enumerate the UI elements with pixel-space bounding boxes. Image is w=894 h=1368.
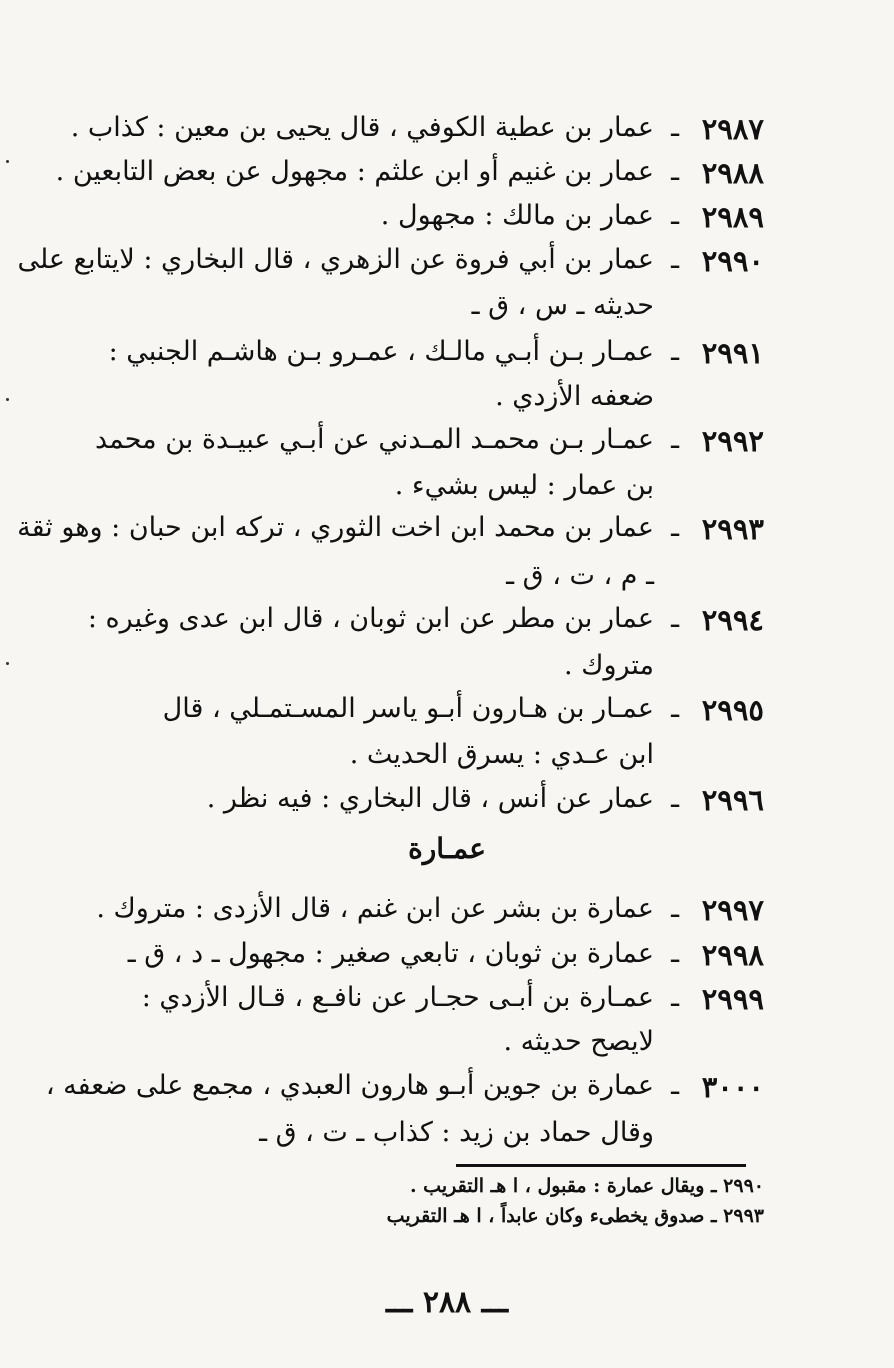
entry-text: عمار بن غنيم أو ابن علثم : مجهول عن بعض التابعين . xyxy=(55,156,654,187)
entry-dash: ـ xyxy=(671,512,679,543)
entry-text: عمار بن مطر عن ابن ثوبان ، قال ابن عدى وغيره : xyxy=(87,603,654,634)
entry-dash: ـ xyxy=(671,982,679,1013)
entry-number: ٢٩٨٧ xyxy=(701,112,764,146)
scan-speck xyxy=(6,160,9,163)
entry-dash: ـ xyxy=(671,938,679,969)
entry-dash: ـ xyxy=(671,603,679,634)
entry-text: متروك . xyxy=(564,650,654,681)
entry-text: عمـار بن هـارون أبـو ياسر المسـتمـلي ، قال xyxy=(162,693,654,724)
entry-number: ٢٩٩٨ xyxy=(701,938,764,972)
entry-text: ـ م ، ت ، ق ـ xyxy=(506,560,654,591)
entry-dash: ـ xyxy=(671,112,679,143)
entry-dash: ـ xyxy=(671,200,679,231)
entry-text: عمارة بن بشر عن ابن غنم ، قال الأزدى : متروك . xyxy=(96,893,654,924)
entry-text: لايصح حديثه . xyxy=(503,1026,654,1057)
footnote: ٢٩٩٠ ـ ويقال عمارة : مقبول ، ا هـ التقريب . xyxy=(409,1175,764,1197)
entry-text: عمـار بـن محمـد المـدني عن أبـي عبيـدة بن محمد xyxy=(94,424,654,455)
entry-text: حديثه ـ س ، ق ـ xyxy=(471,290,654,321)
footnote-rule xyxy=(456,1164,746,1167)
section-title: عمـارة xyxy=(408,832,486,865)
entry-dash: ـ xyxy=(671,424,679,455)
entry-text: عمـارة بن أبـى حجـار عن نافـع ، قـال الأزدي : xyxy=(141,982,654,1013)
entry-text: عمار بن محمد ابن اخت الثوري ، تركه ابن حبان : وهو ثقة xyxy=(17,512,654,543)
entry-number: ٢٩٩١ xyxy=(701,336,764,370)
entry-text: عمار بن عطية الكوفي ، قال يحيى بن معين : كذاب . xyxy=(70,112,654,143)
entry-number: ٢٩٩٤ xyxy=(701,603,764,637)
scan-speck xyxy=(6,662,9,665)
entry-dash: ـ xyxy=(671,1070,679,1101)
entry-text: عمارة بن ثوبان ، تابعي صغير : مجهول ـ د ، ق ـ xyxy=(127,938,654,969)
entry-text: عمار بن مالك : مجهول . xyxy=(380,200,654,231)
entry-number: ٢٩٨٩ xyxy=(701,200,764,234)
entry-text: عمارة بن جوين أبـو هارون العبدي ، مجمع على ضعفه ، xyxy=(45,1070,654,1101)
entry-text: بن عمار : ليس بشيء . xyxy=(394,470,654,501)
page-number: ـــ ٢٨٨ ـــ xyxy=(386,1285,508,1320)
entry-dash: ـ xyxy=(671,693,679,724)
entry-text: عمار بن أبي فروة عن الزهري ، قال البخاري : لايتابع على xyxy=(17,244,654,275)
entry-number: ٢٩٨٨ xyxy=(701,156,764,190)
scan-speck xyxy=(6,398,9,401)
entry-number: ٢٩٩٢ xyxy=(701,424,764,458)
entry-number: ٢٩٩٥ xyxy=(701,693,764,727)
entry-text: عمار عن أنس ، قال البخاري : فيه نظر . xyxy=(206,783,654,814)
entry-text: عمـار بـن أبـي مالـك ، عمـرو بـن هاشـم الجنبي : xyxy=(108,336,654,367)
footnote: ٢٩٩٣ ـ صدوق يخطىء وكان عابداً ، ا هـ التقريب xyxy=(386,1205,764,1227)
entry-number: ٢٩٩٠ xyxy=(701,244,764,278)
entry-dash: ـ xyxy=(671,156,679,187)
entry-dash: ـ xyxy=(671,336,679,367)
entry-number: ٣٠٠٠ xyxy=(701,1070,764,1104)
entry-number: ٢٩٩٧ xyxy=(701,893,764,927)
entry-dash: ـ xyxy=(671,783,679,814)
entry-number: ٢٩٩٣ xyxy=(701,512,764,546)
entry-text: ابن عـدي : يسرق الحديث . xyxy=(349,739,654,770)
entry-dash: ـ xyxy=(671,893,679,924)
entry-text: وقال حماد بن زيد : كذاب ـ ت ، ق ـ xyxy=(259,1117,654,1148)
entry-dash: ـ xyxy=(671,244,679,275)
entry-number: ٢٩٩٩ xyxy=(701,982,764,1016)
entry-number: ٢٩٩٦ xyxy=(701,783,764,817)
entry-text: ضعفه الأزدي . xyxy=(495,381,654,412)
